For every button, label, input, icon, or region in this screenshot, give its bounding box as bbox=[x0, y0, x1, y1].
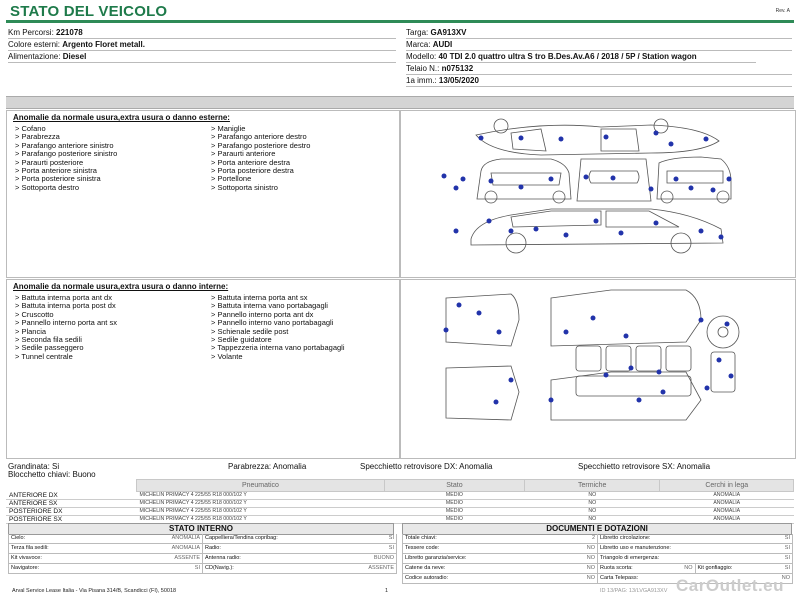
table-row bbox=[6, 508, 794, 516]
internal-damage-title: Anomalie da normale usura,extra usura o danno interne: bbox=[13, 282, 229, 291]
documenti-cell: Totale chiavi: 2 bbox=[403, 534, 598, 544]
damage-marker bbox=[594, 219, 599, 224]
external-damage-list-2 bbox=[211, 125, 396, 192]
damage-marker bbox=[699, 229, 704, 234]
list-item: > Parafango anteriore sinistro bbox=[15, 142, 210, 150]
damage-marker bbox=[711, 188, 716, 193]
revision-label: Rev. A bbox=[775, 8, 790, 14]
internal-damage-list-2 bbox=[211, 294, 391, 361]
stato-interno-cell: CD(Navig.): ASSENTE bbox=[203, 564, 397, 574]
colore-row: Colore esterni: Argento Floret metall. bbox=[8, 39, 396, 51]
tyre-termiche: NO bbox=[525, 500, 660, 508]
list-item: > Maniglie bbox=[211, 125, 396, 133]
damage-marker bbox=[509, 378, 514, 383]
damage-marker bbox=[619, 231, 624, 236]
damage-marker bbox=[624, 334, 629, 339]
stato-interno-cell: Kit vivavoce: ASSENTE bbox=[9, 554, 203, 564]
list-item: > Paraurti anteriore bbox=[211, 150, 396, 158]
documenti-header: DOCUMENTI E DOTAZIONI bbox=[402, 523, 792, 535]
list-item: > Portellone bbox=[211, 175, 396, 183]
steering-wheel-view bbox=[707, 316, 739, 392]
car-top-view bbox=[476, 119, 719, 155]
list-item: > Pannello interno porta ant sx bbox=[15, 319, 210, 327]
parabrezza-label: Parabrezza: Anomalia bbox=[228, 462, 307, 471]
damage-marker bbox=[657, 370, 662, 375]
page-title: STATO DEL VEICOLO bbox=[10, 3, 168, 20]
list-item: > Paraurti posteriore bbox=[15, 159, 210, 167]
damage-marker bbox=[454, 186, 459, 191]
external-diagram-panel bbox=[400, 110, 796, 278]
interior-side-views bbox=[446, 290, 701, 420]
table-header-pneumatico: Pneumatico bbox=[136, 480, 384, 492]
damage-marker bbox=[704, 137, 709, 142]
internal-diagram-panel bbox=[400, 279, 796, 459]
internal-damage-list-1 bbox=[15, 294, 210, 361]
list-item: > Tappezzeria interna vano portabagagli bbox=[211, 344, 391, 352]
list-item: > Cruscotto bbox=[15, 311, 210, 319]
tyre-stato: MEDIO bbox=[384, 492, 524, 500]
tyre-termiche: NO bbox=[525, 492, 660, 500]
damage-marker bbox=[559, 137, 564, 142]
damage-marker bbox=[457, 303, 462, 308]
damage-marker bbox=[584, 175, 589, 180]
documenti-cell: Libretto circolazione: SI bbox=[598, 534, 793, 544]
tyre-cerchi: ANOMALIA bbox=[660, 492, 794, 500]
damage-marker bbox=[637, 398, 642, 403]
alimentazione-row: Alimentazione: Diesel bbox=[8, 51, 396, 63]
damage-marker bbox=[479, 136, 484, 141]
documenti-cell: Libretto garanzia/service: NO bbox=[403, 554, 598, 564]
damage-marker bbox=[519, 136, 524, 141]
damage-marker bbox=[564, 330, 569, 335]
vehicle-info-left bbox=[8, 27, 396, 63]
list-item: > Sedile passeggero bbox=[15, 344, 210, 352]
tyre-model: MICHELIN PRIMACY 4 225/55 R18 000/102 Y bbox=[136, 492, 384, 500]
stato-interno-grid bbox=[8, 534, 397, 574]
car-rear-view bbox=[657, 157, 731, 203]
stato-interno-cell: Terza fila sedili: ANOMALIA bbox=[9, 544, 203, 554]
tyre-cerchi: ANOMALIA bbox=[660, 500, 794, 508]
list-item: > Sottoporta sinistro bbox=[211, 184, 396, 192]
vehicle-info-right bbox=[406, 27, 792, 87]
table-row bbox=[6, 492, 794, 500]
section-separator bbox=[6, 96, 794, 109]
tyre-termiche: NO bbox=[525, 508, 660, 516]
documenti-cell: Tessere code: NO bbox=[403, 544, 598, 554]
documenti-cell-split bbox=[598, 564, 793, 574]
damage-marker bbox=[549, 177, 554, 182]
damage-marker bbox=[519, 185, 524, 190]
damage-marker bbox=[509, 229, 514, 234]
list-item: > Porta posteriore destra bbox=[211, 167, 396, 175]
damage-marker bbox=[705, 386, 710, 391]
damage-marker bbox=[461, 177, 466, 182]
damage-marker bbox=[604, 135, 609, 140]
damage-marker bbox=[689, 186, 694, 191]
footer-company: Arval Service Lease Italia - Via Pisana 314/B, Scandicci (FI), 50018 bbox=[12, 588, 177, 594]
immatricolazione-row: 1a imm.: 13/05/2020 bbox=[406, 75, 792, 87]
targa-row: Targa: GA913XV bbox=[406, 27, 792, 39]
km-row: Km Percorsi: 221078 bbox=[8, 27, 396, 39]
list-item: > Battuta interna porta post dx bbox=[15, 302, 210, 310]
interior-seats-view bbox=[576, 346, 691, 396]
stato-interno-cell: Cappelliera/Tendina copribag: SI bbox=[203, 534, 397, 544]
modello-row: Modello: 40 TDI 2.0 quattro ultra S tro B.Des.Av.A6 / 2018 / 5P / Station wagon bbox=[406, 51, 756, 63]
tyre-termiche: NO bbox=[525, 516, 660, 524]
list-item: > Pannello interno vano portabagagli bbox=[211, 319, 391, 327]
list-item: > Schienale sedile post bbox=[211, 328, 391, 336]
damage-marker bbox=[444, 328, 449, 333]
list-item: > Parafango posteriore sinistro bbox=[15, 150, 210, 158]
damage-marker bbox=[719, 235, 724, 240]
ruota-scorta-cell: Ruota scorta: NO bbox=[598, 564, 696, 573]
list-item: > Battuta interna vano portabagagli bbox=[211, 302, 391, 310]
blocchetto-label: Blocchetto chiavi: Buono bbox=[8, 470, 96, 479]
tyre-stato: MEDIO bbox=[384, 500, 524, 508]
list-item: > Sottoporta destro bbox=[15, 184, 210, 192]
damage-marker bbox=[534, 227, 539, 232]
list-item: > Pannello interno porta ant dx bbox=[211, 311, 391, 319]
external-damage-panel bbox=[6, 110, 400, 278]
table-header-row bbox=[6, 480, 794, 492]
specchietto-dx-label: Specchietto retrovisore DX: Anomalia bbox=[360, 462, 493, 471]
damage-markers bbox=[444, 303, 734, 405]
list-item: > Plancia bbox=[15, 328, 210, 336]
list-item: > Battuta interna porta ant dx bbox=[15, 294, 210, 302]
list-item: > Porta anteriore sinistra bbox=[15, 167, 210, 175]
telaio-row: Telaio N.: n075132 bbox=[406, 63, 792, 75]
stato-interno-cell: Navigatore: SI bbox=[9, 564, 203, 574]
damage-marker bbox=[661, 390, 666, 395]
list-item: > Parafango posteriore destro bbox=[211, 142, 396, 150]
stato-interno-cell: Antenna radio: BUONO bbox=[203, 554, 397, 564]
footer-reference: ID 13/PAG: 13/LVGA913XV bbox=[600, 588, 668, 594]
damage-marker bbox=[717, 358, 722, 363]
damage-marker bbox=[489, 179, 494, 184]
tyre-model: MICHELIN PRIMACY 4 225/55 R18 000/102 Y bbox=[136, 500, 384, 508]
documenti-cell: Triangolo di emergenza: SI bbox=[598, 554, 793, 564]
damage-marker bbox=[487, 219, 492, 224]
table-row bbox=[6, 500, 794, 508]
car-exterior-diagram bbox=[401, 111, 795, 277]
external-damage-title: Anomalie da normale usura,extra usura o danno esterne: bbox=[13, 113, 230, 122]
footer-page-number: 1 bbox=[385, 588, 389, 594]
external-damage-list-1 bbox=[15, 125, 210, 192]
damage-marker bbox=[497, 330, 502, 335]
documenti-cell: Libretto uso e manutenzione: SI bbox=[598, 544, 793, 554]
tyre-position: POSTERIORE SX bbox=[6, 516, 136, 524]
damage-marker bbox=[699, 318, 704, 323]
marca-row: Marca: AUDI bbox=[406, 39, 792, 51]
damage-marker bbox=[564, 233, 569, 238]
tyre-stato: MEDIO bbox=[384, 508, 524, 516]
damage-marker bbox=[654, 131, 659, 136]
tyre-stato: MEDIO bbox=[384, 516, 524, 524]
car-interior-diagram bbox=[401, 280, 795, 458]
documenti-cell: Catene da neve: NO bbox=[403, 564, 598, 574]
stato-interno-cell: Radio: SI bbox=[203, 544, 397, 554]
kit-gonfiaggio-cell: Kit gonfiaggio: SI bbox=[697, 565, 790, 571]
damage-marker bbox=[674, 177, 679, 182]
list-item: > Tunnel centrale bbox=[15, 353, 210, 361]
damage-marker bbox=[477, 311, 482, 316]
specchietto-sx-label: Specchietto retrovisore SX: Anomalia bbox=[578, 462, 711, 471]
table-header-termiche: Termiche bbox=[525, 480, 660, 492]
tyre-model: MICHELIN PRIMACY 4 225/55 R18 000/102 Y bbox=[136, 508, 384, 516]
documenti-cell: Carta Telepass: NO bbox=[598, 574, 793, 584]
tyre-cerchi: ANOMALIA bbox=[660, 508, 794, 516]
title-rule bbox=[6, 20, 794, 23]
internal-damage-panel bbox=[6, 279, 400, 459]
damage-marker bbox=[604, 373, 609, 378]
list-item: > Battuta interna porta ant sx bbox=[211, 294, 391, 302]
list-item: > Seconda fila sedili bbox=[15, 336, 210, 344]
tyre-cerchi: ANOMALIA bbox=[660, 516, 794, 524]
damage-marker bbox=[611, 176, 616, 181]
damage-marker bbox=[629, 366, 634, 371]
list-item: > Sedile guidatore bbox=[211, 336, 391, 344]
damage-marker bbox=[729, 374, 734, 379]
damage-marker bbox=[725, 322, 730, 327]
tyre-position: ANTERIORE DX bbox=[6, 492, 136, 500]
tyre-position: POSTERIORE DX bbox=[6, 508, 136, 516]
damage-marker bbox=[669, 142, 674, 147]
tyre-position: ANTERIORE SX bbox=[6, 500, 136, 508]
damage-marker bbox=[442, 174, 447, 179]
table-header-cerchi: Cerchi in lega bbox=[660, 480, 794, 492]
grandinata-label: Grandinata: Si bbox=[8, 462, 60, 471]
stato-interno-cell: Cielo: ANOMALIA bbox=[9, 534, 203, 544]
table-header-stato: Stato bbox=[384, 480, 524, 492]
damage-marker bbox=[494, 400, 499, 405]
documenti-cell: Codice autoradio: NO bbox=[403, 574, 598, 584]
list-item: > Volante bbox=[211, 353, 391, 361]
list-item: > Cofano bbox=[15, 125, 210, 133]
damage-marker bbox=[591, 316, 596, 321]
damage-marker bbox=[649, 187, 654, 192]
list-item: > Parafango anteriore destro bbox=[211, 133, 396, 141]
damage-marker bbox=[454, 229, 459, 234]
table-header-empty bbox=[6, 480, 136, 492]
stato-interno-header: STATO INTERNO bbox=[8, 523, 394, 535]
damage-marker bbox=[549, 398, 554, 403]
watermark-logo: CarOutlet.eu bbox=[676, 576, 785, 595]
tyre-model: MICHELIN PRIMACY 4 225/55 R18 000/102 Y bbox=[136, 516, 384, 524]
list-item: > Porta anteriore destra bbox=[211, 159, 396, 167]
tyres-table bbox=[6, 479, 794, 524]
damage-marker bbox=[654, 221, 659, 226]
damage-marker bbox=[727, 177, 732, 182]
list-item: > Parabrezza bbox=[15, 133, 210, 141]
list-item: > Porta posteriore sinistra bbox=[15, 175, 210, 183]
